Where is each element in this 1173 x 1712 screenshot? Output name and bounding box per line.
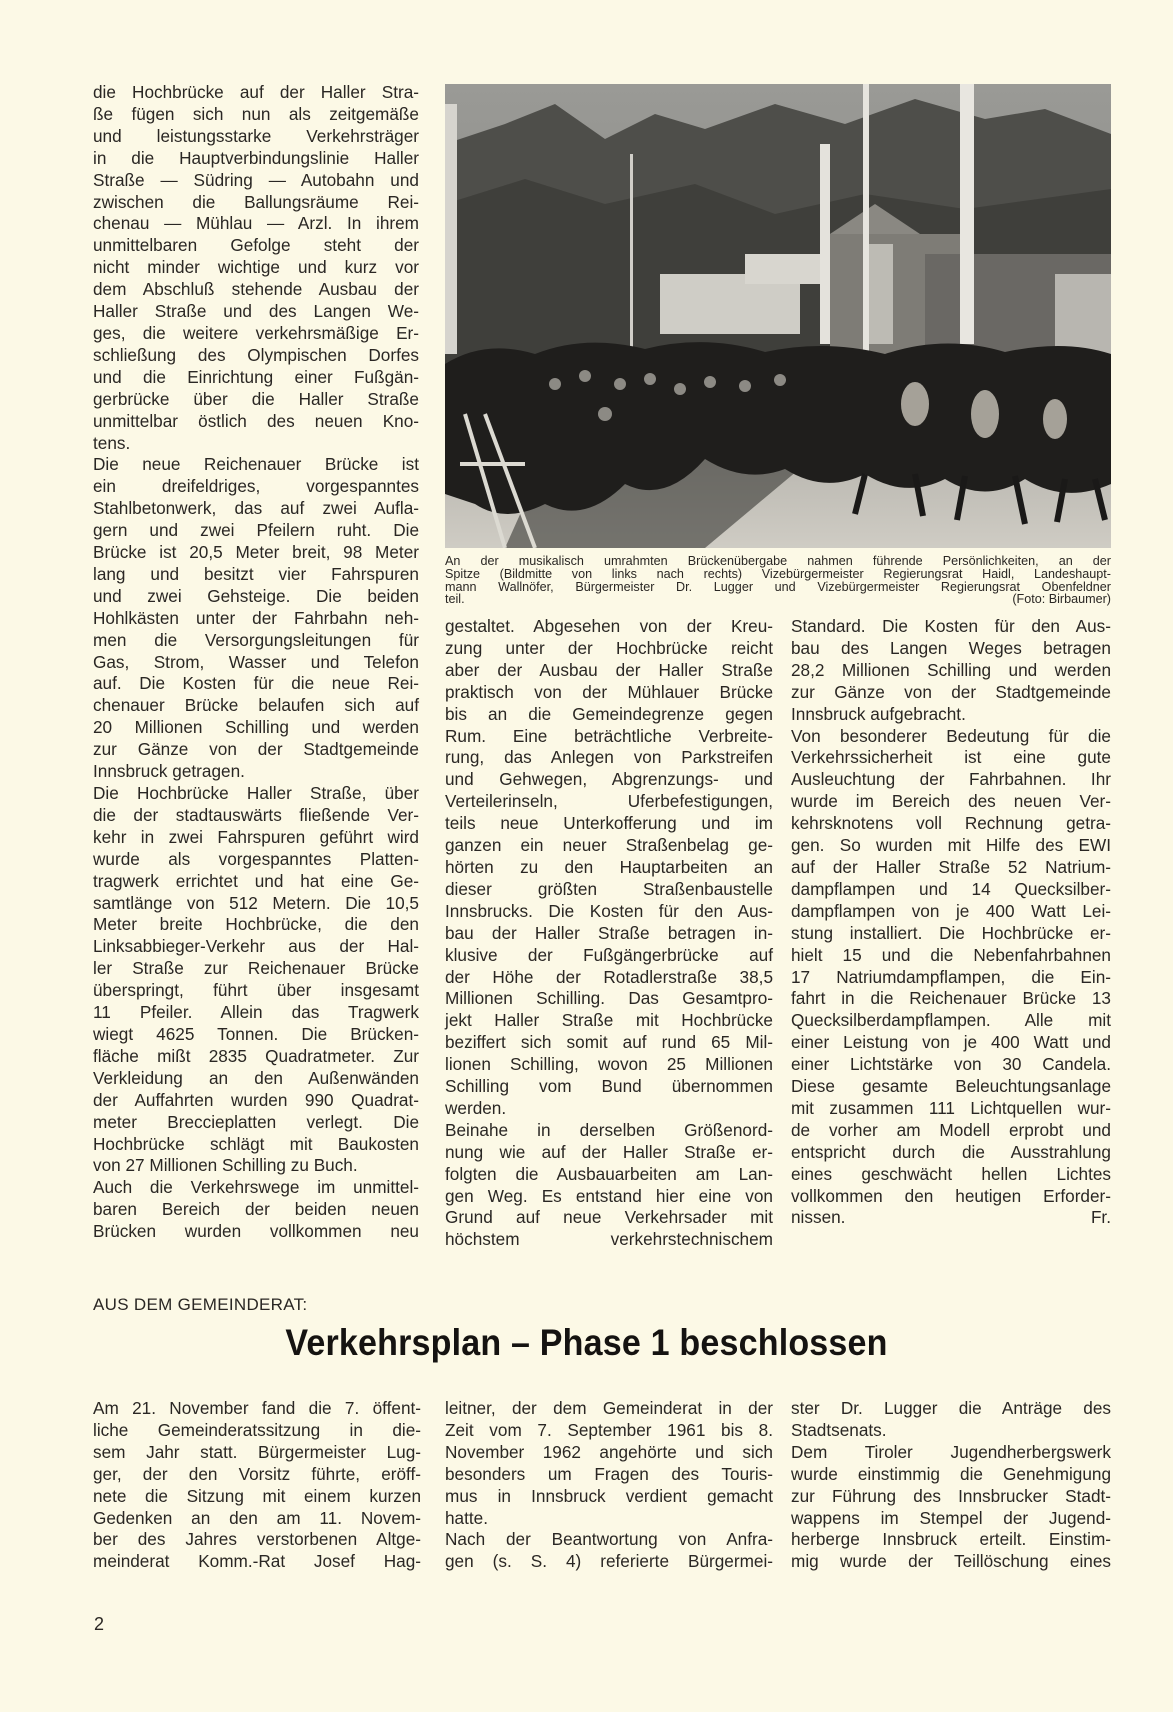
- text-line: ger, der den Vorsitz führte, eröff-: [93, 1463, 421, 1484]
- text-line: bau des Langen Weges betragen: [791, 637, 1111, 658]
- text-line: einer Leistung von je 400 Watt und: [791, 1032, 1111, 1053]
- text-line: 17 Natriumdampflampen, die Ein-: [791, 966, 1111, 987]
- text-line: Verkehrssicherheit ist eine gute: [791, 747, 1111, 768]
- text-line: Gedenken an den am 11. Novem-: [93, 1507, 421, 1528]
- text-line: werden.: [445, 1097, 507, 1118]
- text-line: fläche mißt 2835 Quadratmeter. Zur: [93, 1045, 419, 1066]
- text-line: dem Abschluß stehende Ausbau der: [93, 279, 419, 300]
- text-line: besonders um Fragen des Touris-: [445, 1463, 773, 1484]
- text-line: dampflampen von je 400 Watt Lei-: [791, 900, 1111, 921]
- article1-column-2: [445, 616, 773, 1251]
- text-line: ein dreifeldriges, vorgespanntes: [93, 476, 419, 497]
- text-line: Ausleuchtung der Fahrbahnen. Ihr: [791, 769, 1111, 790]
- text-line: klusive der Fußgängerbrücke auf: [445, 944, 773, 965]
- text-line: lionen Schilling, wovon 25 Millionen: [445, 1054, 773, 1075]
- text-line: Brücke ist 20,5 Meter breit, 98 Meter: [93, 542, 419, 563]
- text-line: sem Jahr statt. Bürgermeister Lug-: [93, 1441, 421, 1462]
- text-line: tens.: [93, 432, 131, 453]
- text-line: und zwei Gehsteige. Die beiden: [93, 585, 419, 606]
- text-line: Auch die Verkehrswege im unmittel-: [93, 1177, 419, 1198]
- text-line: Hohlkästen unter der Fahrbahn neh-: [93, 607, 419, 628]
- text-line: tragwerk errichtet und hat eine Ge-: [93, 870, 419, 891]
- photo-credit: (Foto: Birbaumer): [1012, 592, 1111, 607]
- text-line: ße fügen sich nun als zeitgemäße: [93, 103, 419, 124]
- page-number: 2: [94, 1614, 105, 1634]
- text-line: Millionen Schilling. Das Gesamtpro-: [445, 988, 773, 1009]
- bridge-opening-photo: [445, 84, 1111, 548]
- text-line: Standard. Die Kosten für den Aus-: [791, 616, 1111, 636]
- text-line: die Hochbrücke auf der Haller Stra-: [93, 82, 419, 102]
- text-line: wurde als vorgespanntes Platten-: [93, 848, 419, 869]
- text-line: dampflampen und 14 Quecksilber-: [791, 878, 1111, 899]
- text-line: gerbrücke über die Haller Straße: [93, 388, 419, 409]
- text-line: einer Lichtstärke von 30 Candela.: [791, 1054, 1111, 1075]
- text-line: und Gehwegen, Abgrenzungs- und: [445, 769, 773, 790]
- text-line: Hochbrücke schlägt mit Baukosten: [93, 1133, 419, 1154]
- text-line: herberge Innsbruck erteilt. Einstim-: [791, 1529, 1111, 1550]
- text-line: und leistungsstarke Verkehrsträger: [93, 125, 419, 146]
- text-line: gestaltet. Abgesehen von der Kreu-: [445, 616, 773, 636]
- text-line: chenauer Brücke belaufen sich auf: [93, 695, 419, 716]
- article2-column-1: [93, 1398, 421, 1573]
- text-line: stung installiert. Die Hochbrücke er-: [791, 922, 1111, 943]
- text-line: auf. Die Kosten für die neue Rei-: [93, 673, 419, 694]
- text-line: ler Straße zur Reichenauer Brücke: [93, 958, 419, 979]
- text-line: jekt Haller Straße mit Hochbrücke: [445, 1010, 773, 1031]
- text-line: mit zusammen 111 Lichtquellen wur-: [791, 1097, 1111, 1118]
- text-line: bis an die Gemeindegrenze gegen: [445, 703, 773, 724]
- text-line: Nach der Beantwortung von Anfra-: [445, 1529, 773, 1550]
- text-line: schließung des Olympischen Dorfes: [93, 344, 419, 365]
- text-line: von 27 Millionen Schilling zu Buch.: [93, 1155, 358, 1176]
- text-line: hörten zu den Hauptarbeiten an: [445, 856, 773, 877]
- text-line: praktisch von der Mühlauer Brücke: [445, 681, 773, 702]
- text-line: Quecksilberdampflampen. Alle mit: [791, 1010, 1111, 1031]
- text-line: beziffert sich somit auf rund 65 Mil-: [445, 1032, 773, 1053]
- text-line: kehr in zwei Fahrspuren geführt wird: [93, 826, 419, 847]
- text-line: Meter breite Hochbrücke, die den: [93, 914, 419, 935]
- text-line: wappens im Stempel der Jugend-: [791, 1507, 1111, 1528]
- caption-line: Spitze (Bildmitte von links nach rechts) Vizebürgermeister Regierungsrat Haidl, Landeshaupt-: [445, 566, 1111, 581]
- text-line: gen. So wurden mit Hilfe des EWI: [791, 835, 1111, 856]
- text-line: mig wurde der Teillöschung eines: [791, 1551, 1111, 1572]
- text-line: Verkleidung an den Außenwänden: [93, 1067, 419, 1088]
- text-line: 20 Millionen Schilling und werden: [93, 717, 419, 738]
- text-line: meter Breccieplatten verlegt. Die: [93, 1111, 419, 1132]
- text-line: dieser größten Straßenbaustelle: [445, 878, 773, 899]
- text-line: Innsbruck aufgebracht.: [791, 703, 966, 724]
- text-line: zung unter der Hochbrücke reicht: [445, 637, 773, 658]
- text-line: rung, das Anlegen von Parkstreifen: [445, 747, 773, 768]
- text-line: de vorher am Modell erprobt und: [791, 1119, 1111, 1140]
- text-line: unmittelbar östlich des neuen Kno-: [93, 410, 419, 431]
- text-line: Haller Straße und des Langen We-: [93, 301, 419, 322]
- text-line: zur Gänze von der Stadtgemeinde: [93, 739, 419, 760]
- text-line: Linksabbieger-Verkehr aus der Hal-: [93, 936, 419, 957]
- text-line: vollkommen den heutigen Erforder-: [791, 1185, 1111, 1206]
- text-line: unmittelbaren Gefolge steht der: [93, 235, 419, 256]
- text-line: eines geschwächt hellen Lichtes: [791, 1163, 1111, 1184]
- caption-line: teil.: [445, 592, 465, 607]
- text-line: Die neue Reichenauer Brücke ist: [93, 454, 419, 475]
- section-kicker: AUS DEM GEMEINDERAT:: [93, 1295, 308, 1314]
- text-line: gern und zwei Pfeilern ruht. Die: [93, 520, 419, 541]
- article2-column-3: [791, 1398, 1111, 1573]
- text-line: aber der Ausbau der Haller Straße: [445, 659, 773, 680]
- text-line: Rum. Eine beträchtliche Verbreite-: [445, 725, 773, 746]
- text-line: baren Bereich der beiden neuen: [93, 1199, 419, 1220]
- text-line: ber des Jahres verstorbenen Altge-: [93, 1529, 421, 1550]
- text-line: nete die Sitzung mit einem kurzen: [93, 1485, 421, 1506]
- text-line: nung wie auf der Haller Straße er-: [445, 1141, 773, 1162]
- text-line: kehrsknotens voll Rechnung getra-: [791, 813, 1111, 834]
- text-line: folgten die Ausbauarbeiten am Lan-: [445, 1163, 773, 1184]
- text-line: hatte.: [445, 1507, 489, 1528]
- author-initials: Fr.: [1090, 1207, 1111, 1228]
- text-line: gen (s. S. 4) referierte Bürgermei-: [445, 1551, 773, 1572]
- text-line: Stahlbetonwerk, das auf zwei Aufla-: [93, 498, 419, 519]
- text-line: Zeit vom 7. September 1961 bis 8.: [445, 1419, 773, 1440]
- text-line: teils neue Unterkofferung und im: [445, 813, 773, 834]
- text-line: Beinahe in derselben Größenord-: [445, 1119, 773, 1140]
- text-line: in die Hauptverbindungslinie Haller: [93, 147, 419, 168]
- text-line: Straße — Südring — Autobahn und: [93, 169, 419, 190]
- text-line: ganzen ein neuer Straßenbelag ge-: [445, 835, 773, 856]
- text-line: Verteilerinseln, Uferbefestigungen,: [445, 791, 773, 812]
- text-line: Diese gesamte Beleuchtungsanlage: [791, 1076, 1111, 1097]
- text-line: entspricht durch die Ausstrahlung: [791, 1141, 1111, 1162]
- text-line: ster Dr. Lugger die Anträge des: [791, 1398, 1111, 1418]
- text-line: überspringt, führt über insgesamt: [93, 980, 419, 1001]
- text-line: zur Gänze von der Stadtgemeinde: [791, 681, 1111, 702]
- text-line: men die Versorgungsleitungen für: [93, 629, 419, 650]
- text-line: 28,2 Millionen Schilling und werden: [791, 659, 1111, 680]
- text-line: hielt 15 und die Nebenfahrbahnen: [791, 944, 1111, 965]
- text-line: Gas, Strom, Wasser und Telefon: [93, 651, 419, 672]
- text-line: bau der Haller Straße betragen in-: [445, 922, 773, 943]
- text-line: Die Hochbrücke Haller Straße, über: [93, 783, 419, 803]
- text-line: meinderat Komm.-Rat Josef Hag-: [93, 1551, 421, 1572]
- text-line: ges, die weitere verkehrsmäßige Er-: [93, 322, 419, 343]
- text-line: der Höhe der Rotadlerstraße 38,5: [445, 966, 773, 987]
- text-line: Dem Tiroler Jugendherbergswerk: [791, 1441, 1111, 1462]
- text-line: [791, 1207, 1111, 1229]
- text-line: chenau — Mühlau — Arzl. In ihrem: [93, 213, 419, 234]
- text-line: Innsbruck getragen.: [93, 761, 245, 782]
- text-line: Von besonderer Bedeutung für die: [791, 725, 1111, 746]
- text-line: gen Weg. Es entstand hier eine von: [445, 1185, 773, 1206]
- text-line: zur Führung des Innsbrucker Stadt-: [791, 1485, 1111, 1506]
- text-line: wiegt 4625 Tonnen. Die Brücken-: [93, 1023, 419, 1044]
- text-line: lang und besitzt vier Fahrspuren: [93, 563, 419, 584]
- text-line: fahrt in die Reichenauer Brücke 13: [791, 988, 1111, 1009]
- text-line: Stadtsenats.: [791, 1419, 887, 1440]
- text-line: Brücken wurden vollkommen neu: [93, 1221, 419, 1242]
- text-line: mus in Innsbruck verdient gemacht: [445, 1485, 773, 1506]
- text-line: Schilling vom Bund übernommen: [445, 1076, 773, 1097]
- text-line: der Auffahrten wurden 990 Quadrat-: [93, 1089, 419, 1110]
- text-line: zwischen die Ballungsräume Rei-: [93, 191, 419, 212]
- text-line: 11 Pfeiler. Allein das Tragwerk: [93, 1002, 419, 1023]
- text-line: die der stadtauswärts fließende Ver-: [93, 804, 419, 825]
- text-line: leitner, der dem Gemeinderat in der: [445, 1398, 773, 1418]
- text-line: Am 21. November fand die 7. öffent-: [93, 1398, 421, 1418]
- text-line: Innsbrucks. Die Kosten für den Aus-: [445, 900, 773, 921]
- article1-column-3: [791, 616, 1111, 1229]
- caption-line: mann Wallnöfer, Bürgermeister Dr. Lugger und Vizebürgermeister Regierungsrat Obenfeldner: [445, 579, 1111, 594]
- caption-line: An der musikalisch umrahmten Brückenübergabe nahmen führende Persönlichkeiten, an der: [445, 554, 1111, 568]
- text-fragment: nissen.: [791, 1207, 846, 1228]
- article-headline: Verkehrsplan – Phase 1 beschlossen: [285, 1322, 888, 1363]
- photo-illustration: [445, 84, 1111, 548]
- text-line: nicht minder wichtige und kurz vor: [93, 257, 419, 278]
- text-line: November 1962 angehörte und sich: [445, 1441, 773, 1462]
- text-line: wurde im Bereich des neuen Ver-: [791, 791, 1111, 812]
- text-line: liche Gemeinderatssitzung in die-: [93, 1419, 421, 1440]
- text-line: samtlänge von 512 Metern. Die 10,5: [93, 892, 419, 913]
- article1-column-1: [93, 82, 419, 1243]
- text-line: und die Einrichtung einer Fußgän-: [93, 366, 419, 387]
- text-line: wurde einstimmig die Genehmigung: [791, 1463, 1111, 1484]
- text-line: auf der Haller Straße 52 Natrium-: [791, 856, 1111, 877]
- text-line: Grund auf neue Verkehrsader mit: [445, 1207, 773, 1228]
- photo-caption: [445, 555, 1111, 606]
- text-line: höchstem verkehrstechnischem: [445, 1229, 773, 1250]
- article2-column-2: [445, 1398, 773, 1573]
